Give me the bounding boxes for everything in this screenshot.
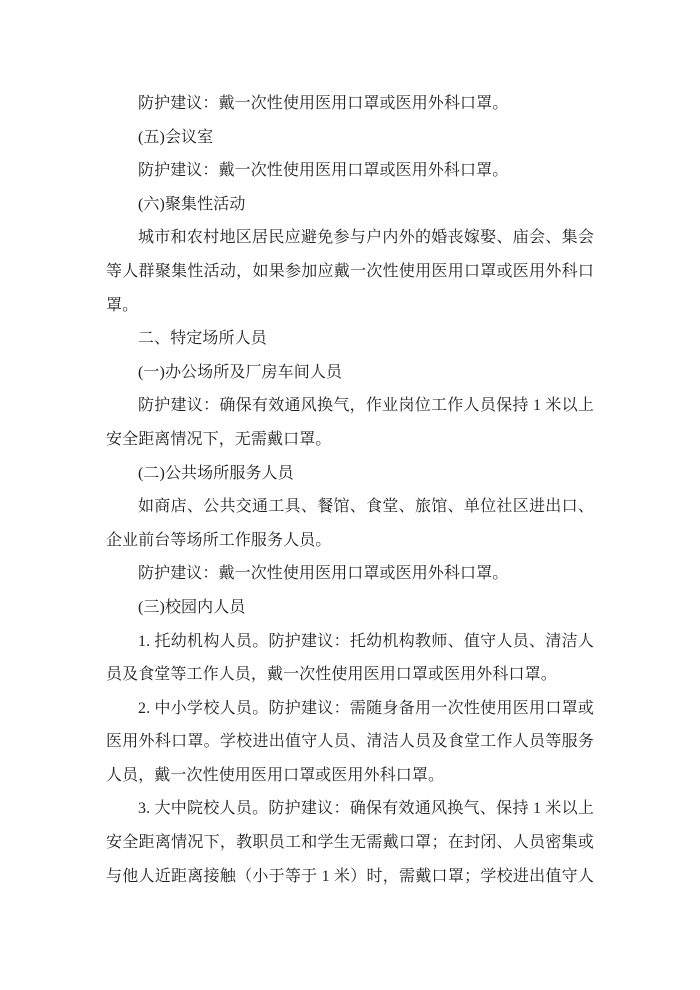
doc-line: 安全距离情况下，无需戴口罩。 bbox=[106, 430, 332, 448]
doc-subsection-heading: (三)校园内人员 bbox=[138, 598, 246, 616]
doc-line: 城市和农村地区居民应避免参与户内外的婚丧嫁娶、庙会、集会 bbox=[138, 229, 594, 247]
doc-line: 与他人近距离接触（小于等于 1 米）时，需戴口罩；学校进出值守人 bbox=[106, 867, 594, 885]
doc-subsection-heading: (一)办公场所及厂房车间人员 bbox=[138, 363, 343, 381]
doc-subsection-heading: (二)公共场所服务人员 bbox=[138, 464, 294, 482]
doc-line: 等人群聚集性活动，如果参加应戴一次性使用医用口罩或医用外科口 bbox=[106, 262, 594, 280]
document-body bbox=[106, 87, 594, 893]
doc-line: (六)聚集性活动 bbox=[138, 195, 246, 213]
doc-line: 员及食堂等工作人员，戴一次性使用医用口罩或医用外科口罩。 bbox=[106, 666, 557, 684]
doc-line: 防护建议：戴一次性使用医用口罩或医用外科口罩。 bbox=[138, 162, 509, 180]
doc-line: 防护建议：戴一次性使用医用口罩或医用外科口罩。 bbox=[138, 565, 509, 583]
doc-line: 人员，戴一次性使用医用口罩或医用外科口罩。 bbox=[106, 766, 445, 784]
doc-line: 企业前台等场所工作服务人员。 bbox=[106, 531, 332, 549]
doc-line: 防护建议：戴一次性使用医用口罩或医用外科口罩。 bbox=[138, 95, 509, 112]
doc-line: 1. 托幼机构人员。防护建议：托幼机构教师、值守人员、清洁人 bbox=[138, 632, 594, 650]
doc-line: 2. 中小学校人员。防护建议：需随身备用一次性使用医用口罩或 bbox=[138, 699, 594, 717]
doc-section-heading: 二、特定场所人员 bbox=[138, 330, 267, 348]
doc-line: 医用外科口罩。学校进出值守人员、清洁人员及食堂工作人员等服务 bbox=[106, 733, 594, 751]
doc-line: 安全距离情况下，教职员工和学生无需戴口罩；在封闭、人员密集或 bbox=[106, 834, 594, 852]
doc-line: (五)会议室 bbox=[138, 128, 214, 146]
doc-line: 防护建议：确保有效通风换气，作业岗位工作人员保持 1 米以上 bbox=[138, 397, 594, 415]
doc-line: 3. 大中院校人员。防护建议：确保有效通风换气、保持 1 米以上 bbox=[138, 800, 594, 818]
doc-line: 如商店、公共交通工具、餐馆、食堂、旅馆、单位社区进出口、 bbox=[138, 498, 594, 516]
doc-line: 罩。 bbox=[106, 296, 139, 314]
